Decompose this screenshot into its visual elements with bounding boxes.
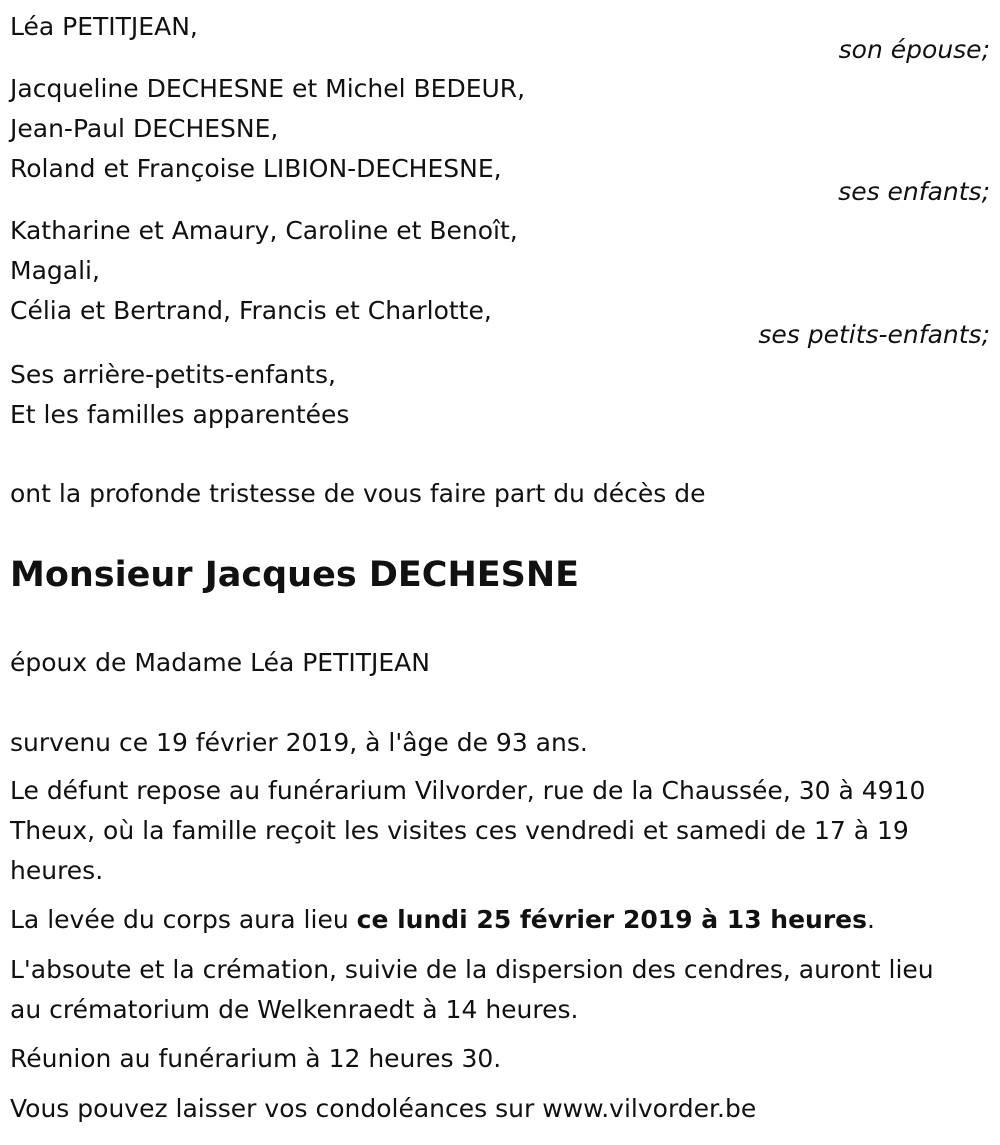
spouse-name: Léa PETITJEAN, xyxy=(10,12,198,41)
announcement-text: ont la profonde tristesse de vous faire part du décès de xyxy=(10,479,706,508)
repose-line: heures. xyxy=(10,856,104,885)
child-line: Jean-Paul DECHESNE, xyxy=(10,114,279,143)
levee-prefix: La levée du corps aura lieu xyxy=(10,905,357,934)
levee-date: ce lundi 25 février 2019 à 13 heures xyxy=(356,905,868,934)
deceased-name: Monsieur Jacques DECHESNE xyxy=(10,555,580,595)
levee-line xyxy=(10,905,875,935)
repose-line: Theux, où la famille reçoit les visites ces vendredi et samedi de 17 à 19 xyxy=(10,816,909,845)
date-line: survenu ce 19 février 2019, à l'âge de 93 ans. xyxy=(10,728,588,757)
grandchild-line: Célia et Bertrand, Francis et Charlotte, xyxy=(10,296,492,325)
family-line: Ses arrière-petits-enfants, xyxy=(10,360,336,389)
absoute-line: au crématorium de Welkenraedt à 14 heures. xyxy=(10,995,579,1024)
children-relation: ses enfants; xyxy=(838,177,990,206)
family-line: Et les familles apparentées xyxy=(10,400,350,429)
condolences-line: Vous pouvez laisser vos condoléances sur www.vilvorder.be xyxy=(10,1094,757,1123)
grandchild-line: Magali, xyxy=(10,256,100,285)
reunion-line: Réunion au funérarium à 12 heures 30. xyxy=(10,1044,502,1073)
spouse-relation: son épouse; xyxy=(838,35,990,64)
spouse-of-line: époux de Madame Léa PETITJEAN xyxy=(10,648,430,677)
absoute-line: L'absoute et la crémation, suivie de la dispersion des cendres, auront lieu xyxy=(10,955,934,984)
child-line: Jacqueline DECHESNE et Michel BEDEUR, xyxy=(10,74,526,103)
levee-suffix: . xyxy=(867,905,875,934)
grandchildren-relation: ses petits-enfants; xyxy=(758,320,990,349)
child-line: Roland et Françoise LIBION-DECHESNE, xyxy=(10,154,502,183)
grandchild-line: Katharine et Amaury, Caroline et Benoît, xyxy=(10,216,518,245)
repose-line: Le défunt repose au funérarium Vilvorder, rue de la Chaussée, 30 à 4910 xyxy=(10,776,926,805)
